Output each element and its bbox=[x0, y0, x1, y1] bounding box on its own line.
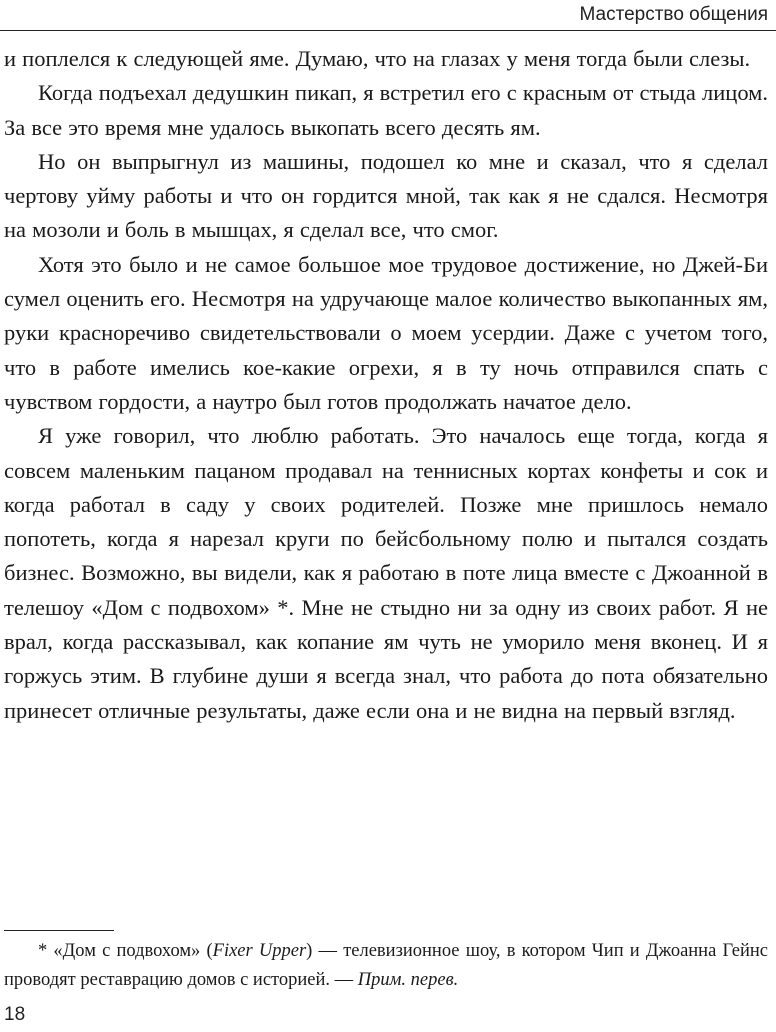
paragraph: Я уже говорил, что люблю работать. Это началось еще тогда, когда я совсем маленьким пацаном продавал на теннисных кортах конфеты и сок и когда работал в саду у своих родителей. Позже мне пришлось немало попотеть, когда я нарезал круги по бейсбольному полю и пытался создать бизнес. Возможно, вы видели, как я работаю в поте лица вместе с Джоанной в телешоу «Дом с подвохом» *. Мне не стыдно ни за одну из своих работ. Я не врал, когда рассказывал, как копание ям чуть не уморило меня вконец. И я горжусь этим. В глубине души я всегда знал, что работа до пота обязательно принесет отличные результаты, даже если она и не видна на первый взгляд. bbox=[4, 423, 768, 723]
footnote-text bbox=[4, 937, 768, 995]
paragraph: Хотя это было и не самое большое мое трудовое достижение, но Джей-Би сумел оценить его. Несмотря на удручающе малое количество выкопанных ям, руки красноречиво свидетельствовали о моем усердии. Даже с учетом того, что в работе имелись кое-какие огрехи, я в ту ночь отправился спать с чувством гордости, а наутро был готов продолжать начатое дело. bbox=[4, 251, 768, 414]
running-title: Мастерство общения bbox=[579, 4, 768, 25]
running-header bbox=[0, 0, 776, 31]
footnote-text-part: ) — телевизионное шоу, в котором Чип и Джоанна Гейнс проводят реставрацию домов с историей. — bbox=[4, 941, 768, 990]
main-text bbox=[4, 42, 768, 728]
page-number: 18 bbox=[4, 1004, 26, 1025]
paragraph: и поплелся к следующей яме. Думаю, что на глазах у меня тогда были слезы. bbox=[4, 46, 751, 71]
footnote bbox=[4, 937, 768, 995]
footnote-text-part: * «Дом с подвохом» ( bbox=[38, 941, 213, 961]
footnote-translator-note: Прим. перев. bbox=[357, 970, 459, 990]
paragraph: Но он выпрыгнул из машины, подошел ко мне и сказал, что я сделал чертову уйму работы и что он гордится мной, так как я не сдался. Несмотря на мозоли и боль в мышцах, я сделал все, что смог. bbox=[4, 148, 768, 243]
footnote-divider bbox=[4, 930, 114, 931]
paragraph: Когда подъехал дедушкин пикап, я встретил его с красным от стыда лицом. За все это время мне удалось выкопать всего десять ям. bbox=[4, 80, 768, 140]
footnote-show-title: Fixer Upper bbox=[212, 941, 307, 961]
